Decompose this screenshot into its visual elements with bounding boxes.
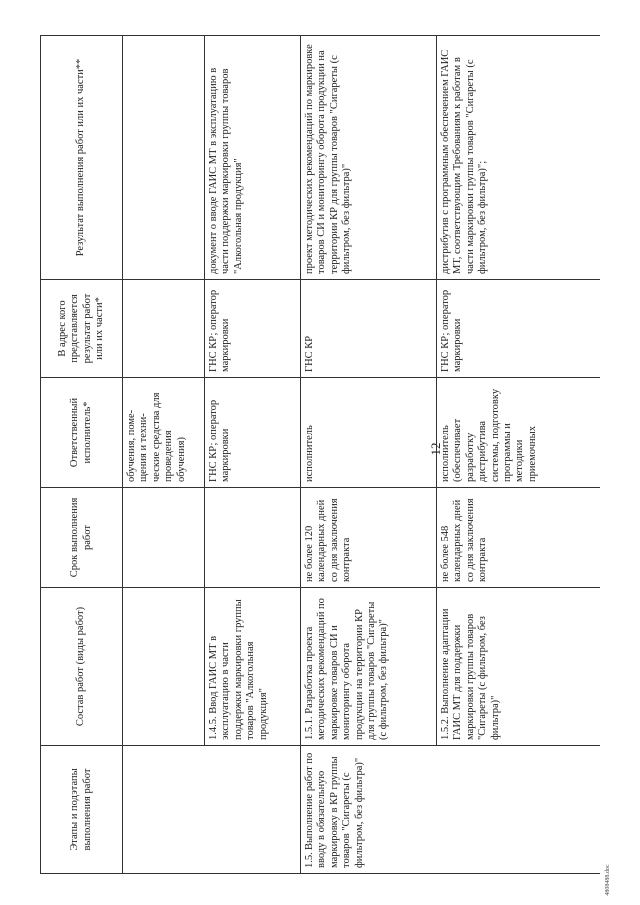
cell-stage bbox=[123, 746, 205, 874]
cell-result bbox=[123, 36, 205, 280]
cell-executor: обучения, поме-щения и техни-ческие средства для проведения обучения) bbox=[123, 378, 205, 488]
header-term: Срок выполнения работ bbox=[41, 488, 123, 588]
table-row bbox=[205, 36, 301, 874]
table-row bbox=[123, 36, 205, 874]
cell-executor: исполнитель bbox=[301, 378, 437, 488]
table-header-row bbox=[41, 36, 123, 874]
header-executor: Ответственный исполнитель* bbox=[41, 378, 123, 488]
cell-composition: 1.4.5. Ввод ГАИС МТ в эксплуатацию в части поддержки маркировки группы товаров "Алкогольная продукция" bbox=[205, 588, 301, 746]
cell-recipient: ГНС КР; оператор маркировки bbox=[437, 280, 601, 378]
cell-executor: исполнитель (обеспечивает разработку дистрибутива системы, подготовку программы и методики приемочных bbox=[437, 378, 601, 488]
table-row bbox=[301, 36, 437, 874]
footer-doc-code: 4808488.doc bbox=[605, 864, 611, 896]
cell-result: проект методических рекомендаций по маркировке товаров СИ и мониторингу оборота продукции на территории КР для группы товаров "Сигареты (с фильтром, без фильтра)" bbox=[301, 36, 437, 280]
header-stage: Этапы и подэтапы выполнения работ bbox=[41, 746, 123, 874]
cell-term: не более 548 календарных дней со дня заключения контракта bbox=[437, 488, 601, 588]
stage-text: Выполнение работ по вводу в обязательную маркировку в КР группы товаров "Сигареты (с фильтром, без фильтра)" bbox=[304, 752, 365, 868]
rotated-page-content bbox=[40, 36, 600, 874]
cell-term bbox=[205, 488, 301, 588]
cell-recipient bbox=[123, 280, 205, 378]
cell-term bbox=[123, 488, 205, 588]
cell-recipient: ГНС КР; оператор маркировки bbox=[205, 280, 301, 378]
cell-composition: 1.5.2. Выполнение адаптации ГАИС МТ для поддержки маркировки группы товаров "Сигареты (с фильтром, без фильтра)" bbox=[437, 588, 601, 746]
page-number: 12 bbox=[428, 442, 443, 456]
cell-stage bbox=[301, 746, 601, 874]
stage-number: 1.5. bbox=[304, 852, 315, 868]
cell-result: дистрибутив с программным обеспечением ГАИС МТ, соответствующим Требованиям к работам в части маркировки группы товаров "Сигареты (с фильтром, без фильтра)"; bbox=[437, 36, 601, 280]
cell-recipient: ГНС КР bbox=[301, 280, 437, 378]
header-composition: Состав работ (виды работ) bbox=[41, 588, 123, 746]
cell-result: документ о вводе ГАИС МТ в эксплуатацию в части поддержки маркировки группы товаров "Алкогольная продукция" bbox=[205, 36, 301, 280]
work-schedule-table bbox=[40, 35, 600, 874]
cell-composition: 1.5.1. Разработка проекта методических рекомендаций по маркировке товаров СИ и мониторингу оборота продукции на территории КР для группы товаров "Сигареты (с фильтром, без фильтра)" bbox=[301, 588, 437, 746]
header-result: Результат выполнения работ или их части** bbox=[41, 36, 123, 280]
cell-composition bbox=[123, 588, 205, 746]
cell-term: не более 120 календарных дней со дня заключения контракта bbox=[301, 488, 437, 588]
cell-stage bbox=[205, 746, 301, 874]
cell-executor: ГНС КР; оператор маркировки bbox=[205, 378, 301, 488]
header-recipient: В адрес кого представляется результат работ или их части* bbox=[41, 280, 123, 378]
